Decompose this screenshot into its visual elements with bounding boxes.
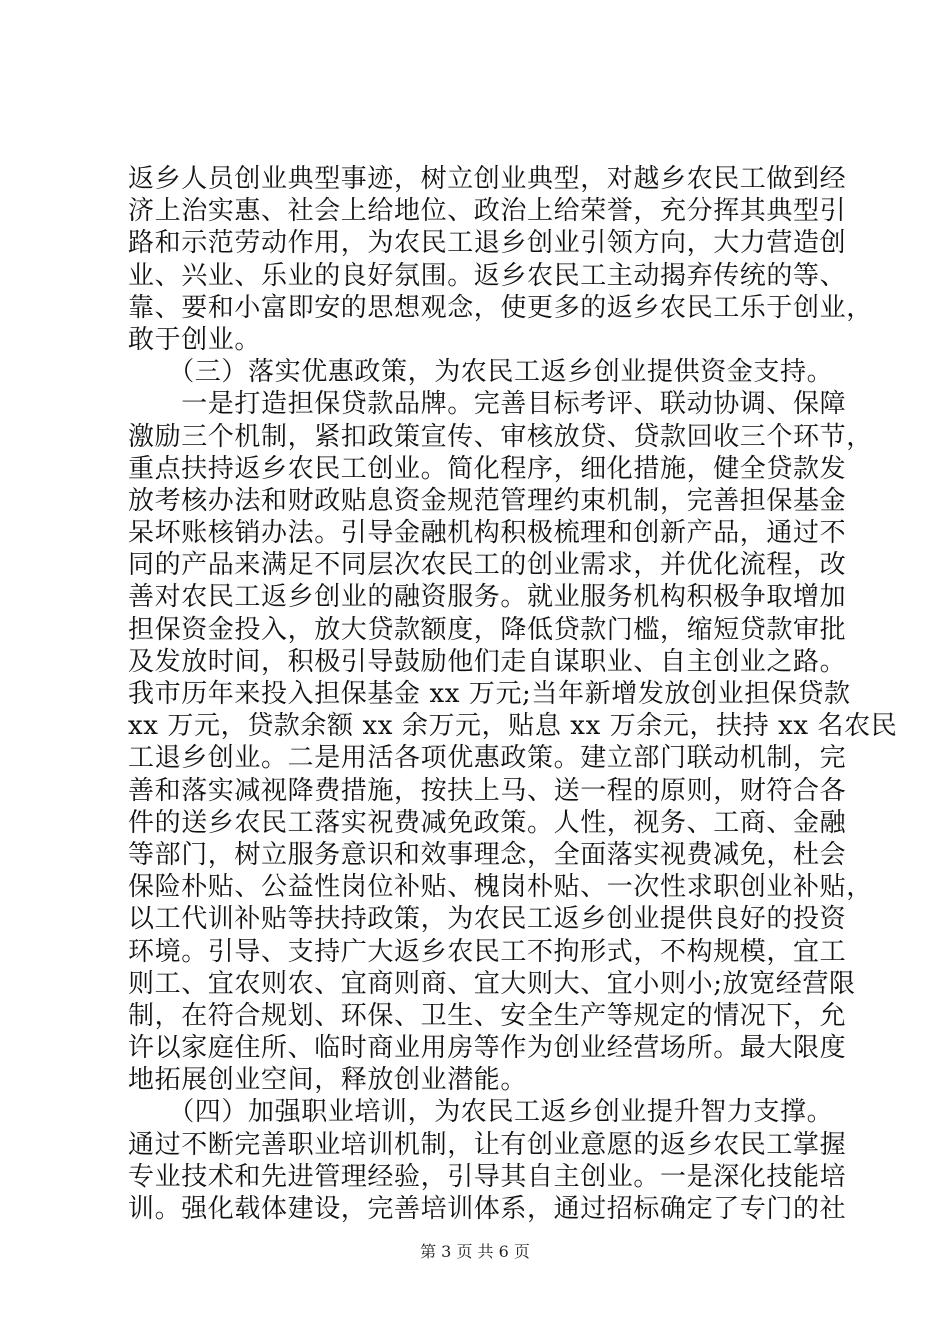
text-line: 敢于创业。: [128, 324, 262, 355]
text-line: 工退乡创业。二是用活各项优惠政策。建立部门联动机制，完: [128, 743, 847, 774]
text-line: 地拓展创业空间，释放创业潜能。: [128, 1065, 528, 1096]
text-line: 路和示范劳动作用，为农民工退乡创业引领方向，大力营造创: [128, 228, 847, 259]
page-number-footer: 第 3 页 共 6 页: [420, 1242, 530, 1261]
text-line: 许以家庭住所、临时商业用房等作为创业经营场所。最大限度: [128, 1033, 847, 1064]
text-line: 及发放时间，积极引导鼓励他们走自谋职业、自主创业之路。: [128, 646, 847, 677]
text-line: xx 万元，贷款余额 xx 余万元，贴息 xx 万余元，扶持 xx 名农民: [128, 711, 898, 742]
text-line: 等部门，树立服务意识和效事理念，全面落实视费减免，杜会: [128, 839, 847, 870]
section-heading-3: （三）落实优惠政策，为农民工返乡创业提供资金支持。: [128, 357, 834, 388]
text-line: 专业技术和先进管理经验，引导其自主创业。一是深化技能培: [128, 1161, 847, 1192]
text-line: 业、兴业、乐业的良好氛围。返乡农民工主动揭弃传统的等、: [128, 260, 847, 291]
text-line: 返乡人员创业典型事迹，树立创业典型，对越乡农民工做到经: [128, 164, 847, 194]
text-line: 通过不断完善职业培训机制，让有创业意愿的返乡农民工掌握: [128, 1129, 847, 1160]
text-line: 制，在符合规划、环保、卫生、安全生产等规定的情况下，允: [128, 1000, 847, 1031]
text-line: 靠、要和小富即安的思想观念，使更多的返乡农民工乐于创业，: [128, 292, 873, 323]
text-line: 重点扶持返乡农民工创业。简化程序，细化措施，健全贷款发: [128, 453, 847, 484]
text-line: 放考核办法和财政贴息资金规范管理约束机制，完善担保基金: [128, 485, 847, 516]
text-line: 担保资金投入，放大贷款额度，降低贷款门槛，缩短贷款审批: [128, 614, 847, 645]
text-line: 善和落实减视降费措施，按扶上马、送一程的原则，财符合各: [128, 775, 847, 806]
text-line: 则工、宜农则农、宜商则商、宜大则大、宜小则小;放宽经营限: [128, 968, 856, 999]
text-line: 我市历年来投入担保基金 xx 万元;当年新增发放创业担保贷款: [128, 679, 851, 709]
text-line: 一是打造担保贷款品牌。完善目标考评、联动协调、保障: [128, 389, 847, 420]
text-line: 同的产品来满足不同层次农民工的创业需求，并优化流程，改: [128, 550, 847, 581]
text-line: 保险朴贴、公益性岗位补贴、槐岗朴贴、一次性求职创业补贴，: [128, 872, 873, 903]
text-line: 济上治实惠、社会上给地位、政治上给荣誉，充分挥其典型引: [128, 196, 847, 227]
text-line: 环境。引导、支持广大返乡农民工不拘形式，不构规模，宜工: [128, 936, 847, 967]
text-line: 善对农民工返乡创业的融资服务。就业服务机构积极争取增加: [128, 582, 847, 613]
text-line: 训。强化载体建设，完善培训体系，通过招标确定了专门的社: [128, 1194, 847, 1224]
body-text: [128, 163, 898, 1225]
text-line: 呆坏账核销办法。引导金融机构积极梳理和创新产品，通过不: [128, 518, 847, 549]
text-line: 激励三个机制，紧扣政策宣传、审核放贷、贷款回收三个环节，: [128, 421, 873, 452]
text-line: 以工代训补贴等扶持政策，为农民工返乡创业提供良好的投资: [128, 904, 847, 935]
text-line: 件的送乡农民工落实祝费减免政策。人性，视务、工商、金融: [128, 807, 847, 838]
section-heading-4: （四）加强职业培训，为农民工返乡创业提升智力支撑。: [128, 1097, 834, 1128]
